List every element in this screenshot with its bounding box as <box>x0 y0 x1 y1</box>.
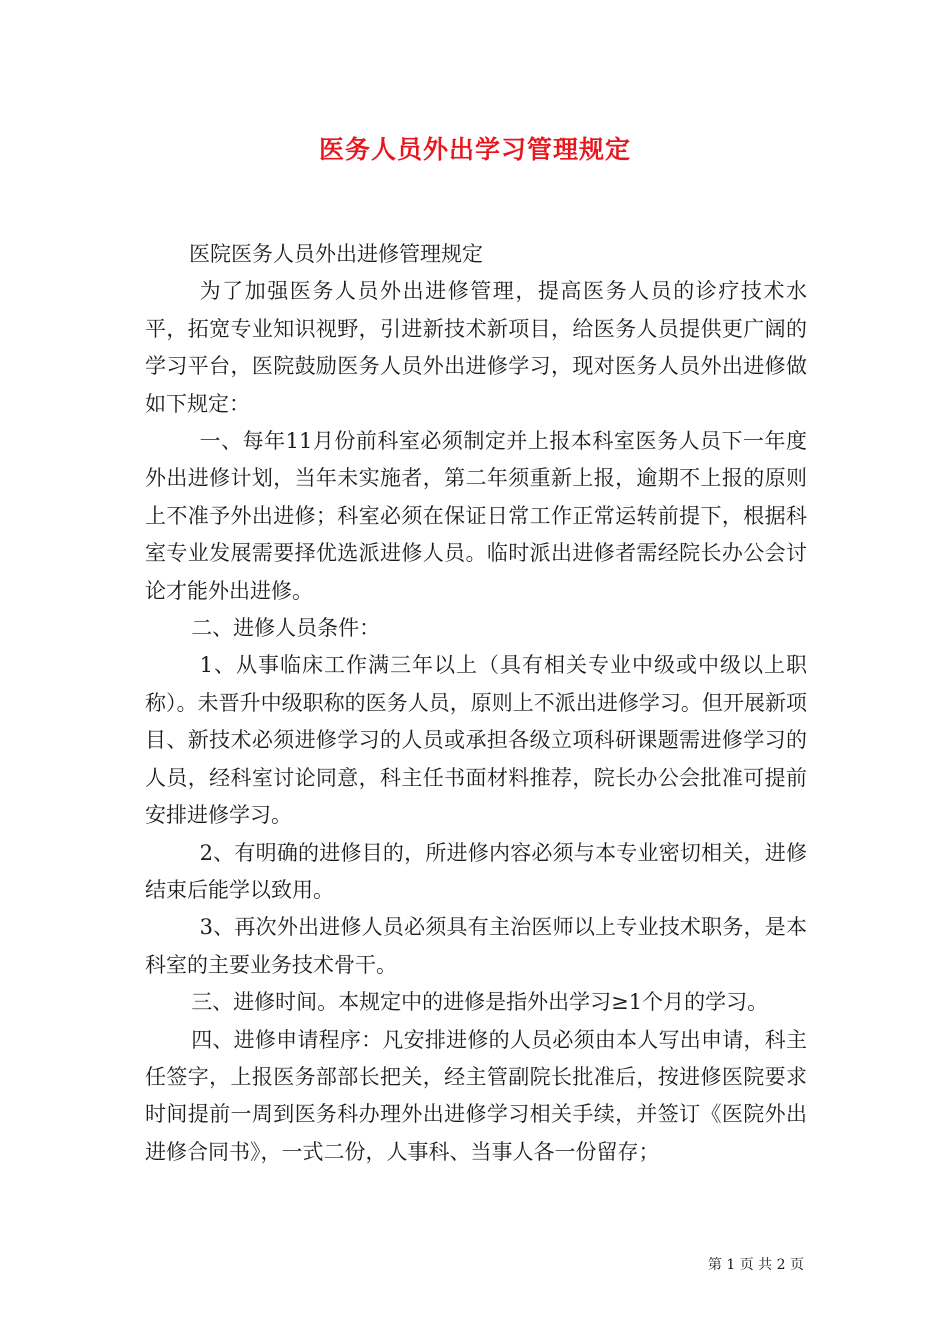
paragraph-condition-1: 1、从事临床工作满三年以上（具有相关专业中级或中级以上职称）。未晋升中级职称的医务人员，原则上不派出进修学习。但开展新项目、新技术必须进修学习的人员或承担各级立项科研课题需进修学习的人员，经科室讨论同意，科主任书面材料推荐，院长办公会批准可提前安排进修学习。 <box>145 653 807 828</box>
paragraph-section-2-heading: 二、进修人员条件： <box>191 616 381 641</box>
paragraph-section-4: 四、进修申请程序：凡安排进修的人员必须由本人写出申请，科主任签字，上报医务部部长把关，经主管副院长批准后，按进修医院要求时间提前一周到医务科办理外出进修学习相关手续，并签订《医院外出进修合同书》，一式二份，人事科、当事人各一份留存； <box>145 1027 807 1164</box>
document-title: 医务人员外出学习管理规定 <box>318 135 631 164</box>
paragraph-condition-3: 3、再次外出进修人员必须具有主治医师以上专业技术职务，是本科室的主要业务技术骨干。 <box>145 915 807 977</box>
paragraph-section-3: 三、进修时间。本规定中的进修是指外出学习≥1个月的学习。 <box>191 990 769 1015</box>
page-number-footer <box>708 1254 804 1274</box>
page-number-label: 第 1 页 共 2 页 <box>707 1257 804 1273</box>
document-subtitle: 医院医务人员外出进修管理规定 <box>189 242 483 266</box>
paragraph-section-1: 一、每年11月份前科室必须制定并上报本科室医务人员下一年度外出进修计划，当年未实施者，第二年须重新上报，逾期不上报的原则上不准予外出进修；科室必须在保证日常工作正常运转前提下，根据科室专业发展需要择优选派进修人员。临时派出进修者需经院长办公会讨论才能外出进修。 <box>145 429 807 603</box>
document-body <box>145 236 807 1171</box>
paragraph-intro: 为了加强医务人员外出进修管理，提高医务人员的诊疗技术水平，拓宽专业知识视野，引进新技术新项目，给医务人员提供更广阔的学习平台，医院鼓励医务人员外出进修学习，现对医务人员外出进修做如下规定： <box>145 279 807 416</box>
paragraph-condition-2: 2、有明确的进修目的，所进修内容必须与本专业密切相关，进修结束后能学以致用。 <box>145 840 807 902</box>
